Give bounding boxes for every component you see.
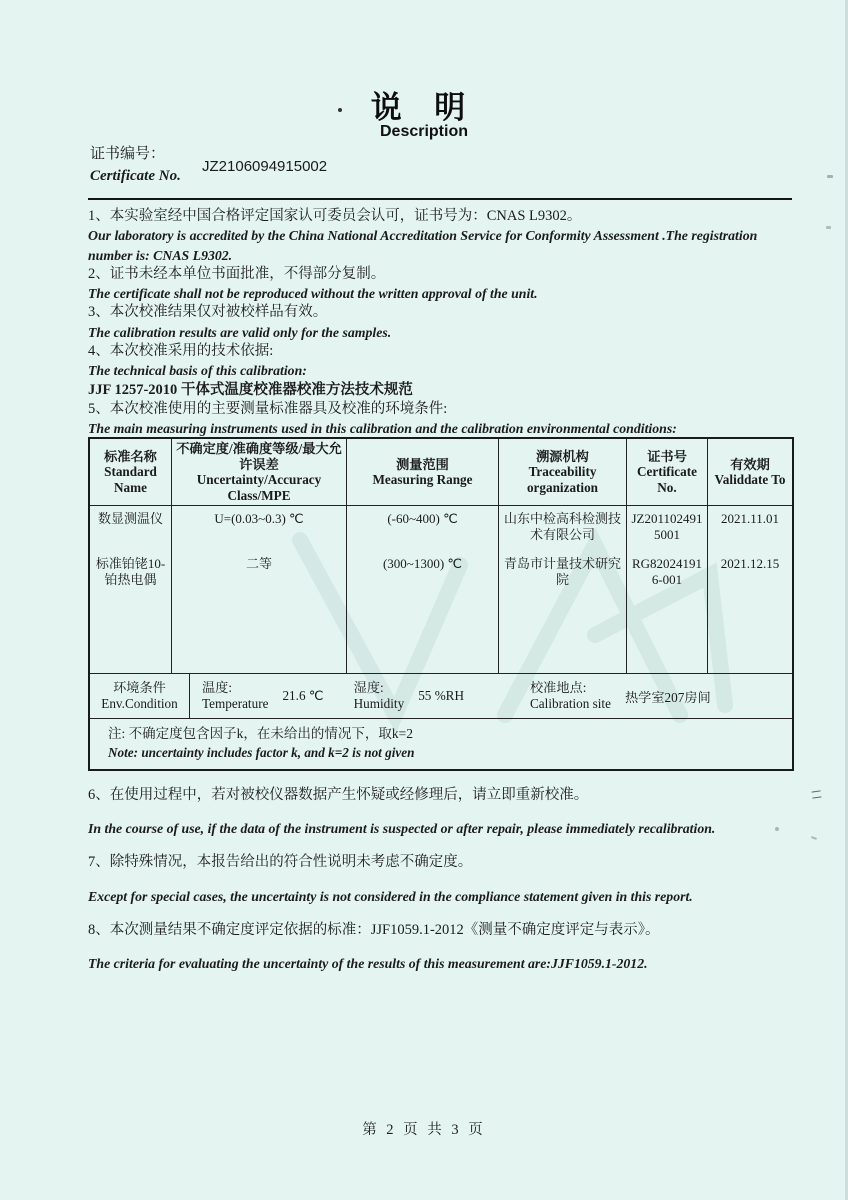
- scan-artifact: [827, 175, 833, 178]
- note-item-4-en: The technical basis of this calibration:: [88, 363, 307, 379]
- environment-conditions-row: [90, 673, 792, 718]
- note-item-2-en: The certificate shall not be reproduced without the written approval of the unit.: [88, 286, 538, 302]
- cell-certificate-no: JZ2011024915001 RG820241916-001: [627, 506, 708, 673]
- note-item-5-cn: 5、本次校准使用的主要测量标准器具及校准的环境条件:: [88, 400, 448, 417]
- certificate-number-block: [88, 142, 792, 200]
- humidity-value: 55 %RH: [418, 688, 464, 703]
- col-header-valid-to: 有效期 Validdate To: [708, 439, 792, 506]
- col-header-standard-name: 标准名称 Standard Name: [90, 439, 172, 506]
- scan-artifact: [775, 827, 779, 831]
- note-item-7-cn: 7、除特殊情况，本报告给出的符合性说明未考虑不确定度。: [88, 854, 473, 871]
- calibration-standards-table: [88, 437, 794, 771]
- note-item-8-en: The criteria for evaluating the uncertainty of the results of this measurement are:JJF1059.1-2012.: [88, 956, 648, 972]
- note-item-5-en: The main measuring instruments used in this calibration and the calibration environmental conditions:: [88, 421, 677, 437]
- calibration-site-label: 校准地点: Calibration site: [530, 680, 611, 711]
- note-item-8-cn: 8、本次测量结果不确定度评定依据的标准：JJF1059.1-2012《测量不确定度评定与表示》。: [88, 921, 660, 938]
- page-subtitle: Description: [379, 123, 468, 140]
- note-item-4-cn: 4、本次校准采用的技术依据:: [88, 343, 274, 360]
- scan-artifact: [811, 836, 817, 840]
- table-body-row: [90, 506, 792, 673]
- page-number-indicator: 第 2 页 共 3 页: [362, 1122, 486, 1138]
- scan-artifact: [812, 790, 822, 798]
- page-title: 说 明: [370, 90, 478, 125]
- col-header-certificate-no: 证书号 Certificate No.: [627, 439, 708, 506]
- cell-valid-to: 2021.11.01 2021.12.15: [720, 511, 780, 571]
- note-item-7-en: Except for special cases, the uncertainty is not considered in the compliance statement given in this report.: [88, 888, 693, 904]
- table-header-row: [90, 439, 792, 506]
- certificate-label-cn: 证书编号：: [90, 146, 166, 162]
- col-header-uncertainty: 不确定度/准确度等级/最大允许误差 Uncertainty/Accuracy Class/MPE: [172, 439, 347, 506]
- note-item-1-cn: 1、本实验室经中国合格评定国家认可委员会认可，证书号为：CNAS L9302。: [88, 208, 582, 224]
- note-item-2-cn: 2、证书未经本单位书面批准，不得部分复制。: [88, 265, 386, 282]
- note-item-6-en: In the course of use, if the data of the instrument is suspected or after repair, please immediately recalibration.: [88, 821, 716, 837]
- cell-standard-name: 数显测温仪 标准铂铑10-铂热电偶: [90, 506, 172, 673]
- notes-list-lower: [88, 771, 800, 988]
- note-item-6-cn: 6、在使用过程中，若对被校仪器数据产生怀疑或经修理后，请立即重新校准。: [88, 786, 589, 803]
- calibration-site-value: 热学室207房间: [624, 689, 711, 705]
- note-item-4-standard: JJF 1257-2010 干体式温度校准器校准方法技术规范: [88, 381, 413, 398]
- certificate-label-en: Certificate No.: [90, 168, 181, 184]
- cell-traceability-org: 山东中检高科检测技术有限公司 青岛市计量技术研究院: [499, 506, 627, 673]
- col-header-measuring-range: 测量范围 Measuring Range: [347, 439, 499, 506]
- table-note-cn: 注: 不确定度包含因子k，在未给出的情况下，取k=2: [108, 726, 413, 741]
- note-item-3-cn: 3、本次校准结果仅对被校样品有效。: [88, 304, 328, 321]
- col-header-traceability-org: 溯源机构 Traceability organization: [499, 439, 627, 506]
- temperature-label: 温度: Temperature: [202, 680, 269, 711]
- env-condition-label: 环境条件 Env.Condition: [90, 674, 190, 718]
- table-note: [90, 718, 792, 769]
- notes-list-upper: [88, 207, 796, 439]
- scan-artifact: [826, 226, 831, 229]
- note-item-1-en: Our laboratory is accredited by the China National Accreditation Service for Conformity Assessment .The registration number is: CNAS L9302.: [88, 228, 758, 263]
- note-item-3-en: The calibration results are valid only for the samples.: [88, 324, 392, 340]
- cell-uncertainty: U=(0.03~0.3) ℃ 二等: [172, 506, 347, 673]
- certificate-number: JZ2106094915002: [202, 158, 328, 175]
- table-note-en: Note: uncertainty includes factor k, and k=2 is not given: [108, 745, 415, 760]
- humidity-label: 湿度: Humidity: [353, 680, 405, 711]
- temperature-value: 21.6 ℃: [282, 688, 324, 703]
- cell-measuring-range: (-60~400) ℃ (300~1300) ℃: [347, 506, 499, 673]
